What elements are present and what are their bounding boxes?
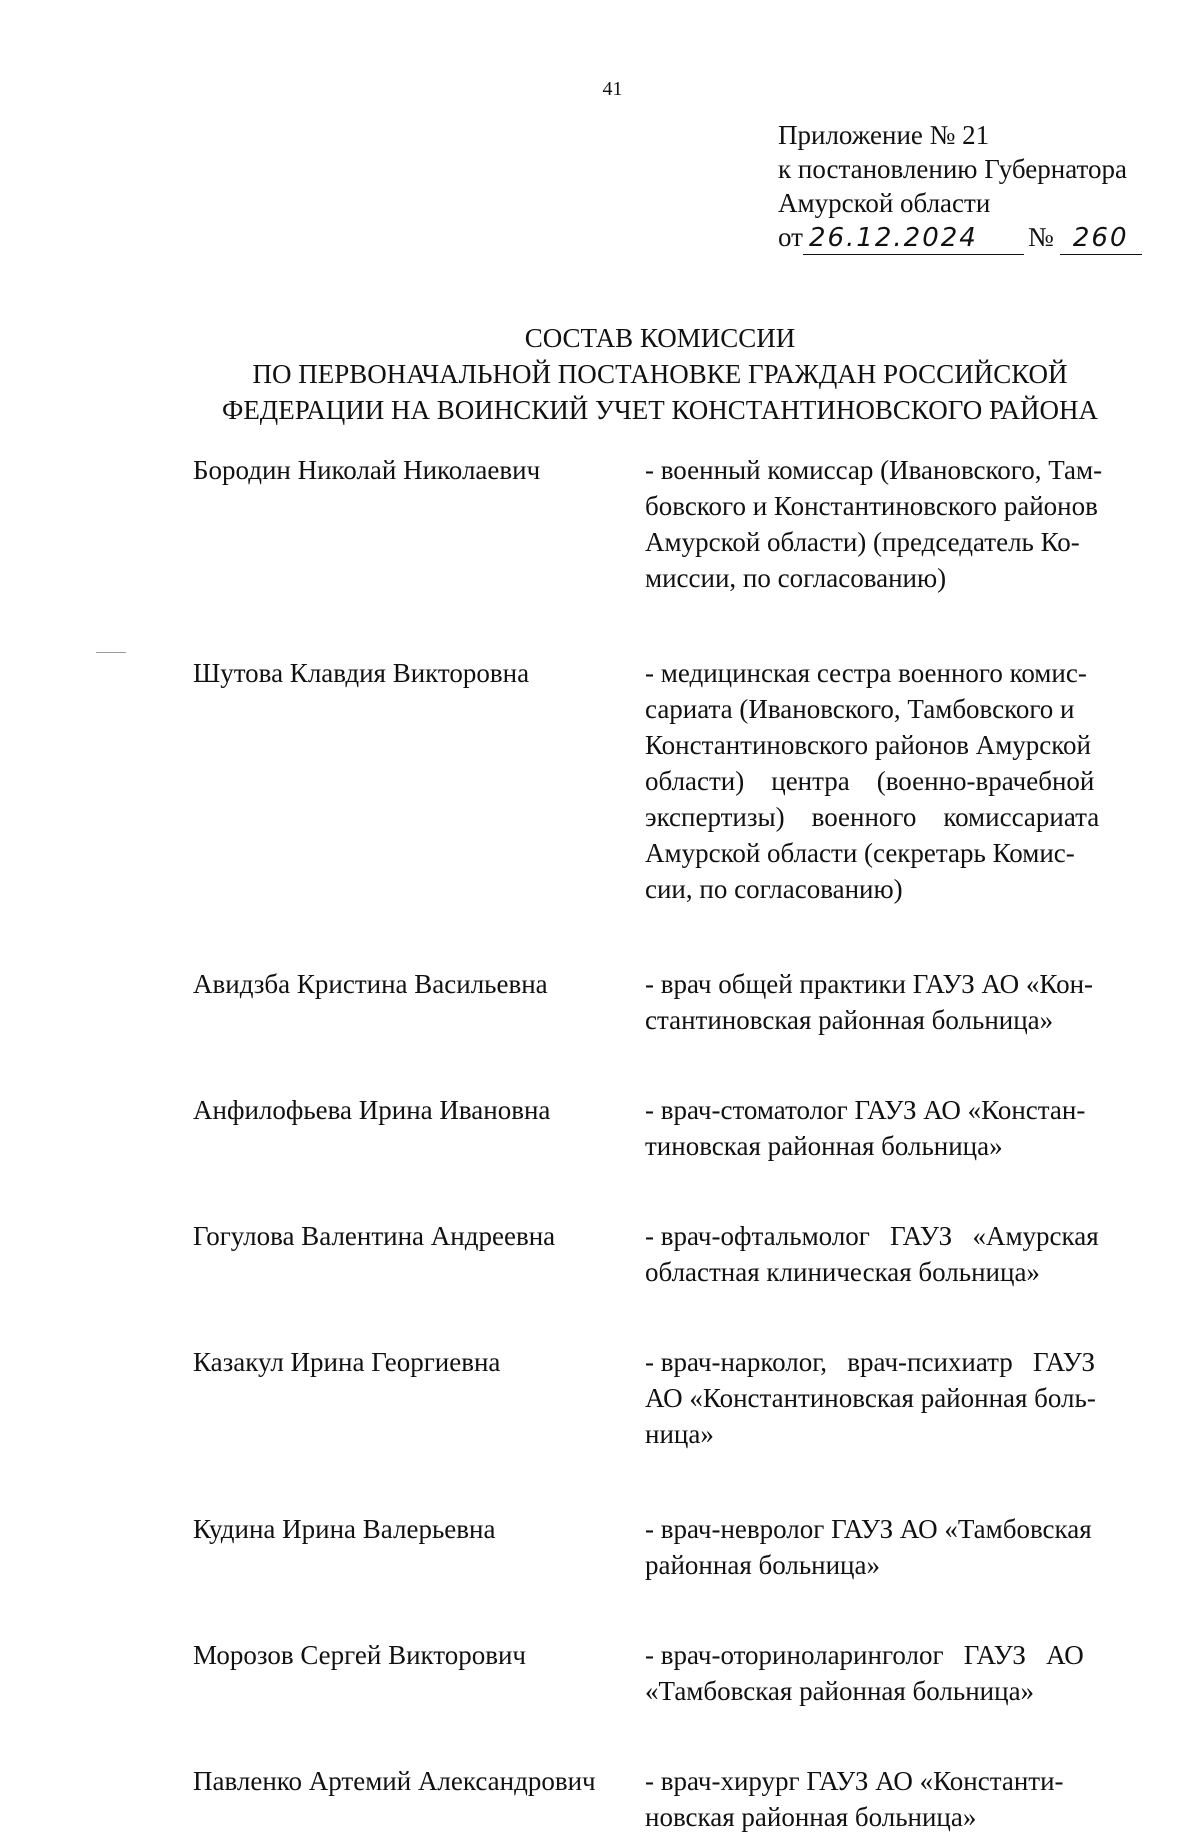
member-row	[193, 1511, 1143, 1583]
member-role-line: - врач-офтальмолог ГАУЗ «Амурская	[645, 1221, 1099, 1251]
member-role-line: миссии, по согласованию)	[645, 563, 947, 593]
member-role-line: сии, по согласованию)	[645, 874, 903, 904]
member-name: Бородин Николай Николаевич	[193, 455, 541, 485]
appendix-line-3: Амурской области	[778, 188, 991, 218]
member-name: Кудина Ирина Валерьевна	[193, 1514, 496, 1544]
title-line-1: СОСТАВ КОМИССИИ	[524, 323, 796, 353]
member-role-line: стантиновская районная больница»	[645, 1005, 1054, 1035]
member-role-line: области) центра (военно-врачебной	[645, 766, 1095, 796]
member-role	[645, 1637, 1141, 1709]
handwritten-date: 26.12.2024	[803, 222, 1024, 255]
appendix-date-line	[778, 220, 1142, 255]
member-role-line: - врач-оториноларинголог ГАУЗ АО	[645, 1640, 1084, 1670]
member-role-line: бовского и Константиновского районов	[645, 491, 1098, 521]
member-role-line: - врач-стоматолог ГАУЗ АО «Констан-	[645, 1095, 1086, 1125]
member-role	[645, 452, 1141, 596]
member-row	[193, 966, 1143, 1038]
members-list	[193, 452, 1143, 1835]
member-row	[193, 1092, 1143, 1164]
member-role-line: - врач-нарколог, врач-психиатр ГАУЗ	[645, 1347, 1096, 1377]
member-role-line: экспертизы) военного комиссариата	[645, 802, 1100, 832]
member-role	[645, 1344, 1141, 1452]
title-line-3: ФЕДЕРАЦИИ НА ВОИНСКИЙ УЧЕТ КОНСТАНТИНОВСКОГО РАЙОНА	[221, 395, 1099, 425]
document-title	[180, 320, 1140, 428]
member-role-line: Амурской области) (председатель Ко-	[645, 527, 1080, 557]
title-line-2: ПО ПЕРВОНАЧАЛЬНОЙ ПОСТАНОВКЕ ГРАЖДАН РОССИЙСКОЙ	[252, 359, 1068, 389]
member-name: Павленко Артемий Александрович	[193, 1766, 596, 1796]
member-role-line: районная больница»	[645, 1550, 880, 1580]
member-role-line: - врач-хирург ГАУЗ АО «Константи-	[645, 1766, 1064, 1796]
number-label: №	[1027, 222, 1054, 252]
member-role-line: новская районная больница»	[645, 1802, 977, 1832]
appendix-line-1: Приложение № 21	[778, 120, 990, 150]
appendix-line-2: к постановлению Губернатора	[778, 154, 1127, 184]
member-name: Авидзба Кристина Васильевна	[193, 969, 548, 999]
member-role-line: Амурской области (секретарь Комис-	[645, 838, 1075, 868]
member-role-line: - военный комиссар (Ивановского, Там-	[645, 455, 1103, 485]
member-role-line: - врач-невролог ГАУЗ АО «Тамбовская	[645, 1514, 1092, 1544]
member-role-line: областная клиническая больница»	[645, 1257, 1040, 1287]
member-role	[645, 1763, 1141, 1835]
member-row	[193, 1344, 1143, 1452]
member-role	[645, 1092, 1141, 1164]
member-role-line: АО «Константиновская районная боль-	[645, 1383, 1096, 1413]
member-role-line: «Тамбовская районная больница»	[645, 1676, 1035, 1706]
member-role-line: тиновская районная больница»	[645, 1131, 1003, 1161]
member-row	[193, 1637, 1143, 1709]
member-role	[645, 655, 1141, 907]
margin-mark	[96, 652, 126, 653]
member-role-line: - врач общей практики ГАУЗ АО «Кон-	[645, 969, 1094, 999]
member-row	[193, 452, 1143, 596]
page-number: 41	[602, 78, 623, 100]
member-role	[645, 1511, 1141, 1583]
member-row	[193, 1763, 1143, 1835]
member-role-line: сариата (Ивановского, Тамбовского и	[645, 694, 1075, 724]
member-row	[193, 655, 1143, 907]
member-name: Шутова Клавдия Викторовна	[193, 658, 530, 688]
handwritten-number: 260	[1060, 222, 1142, 255]
member-row	[193, 1218, 1143, 1290]
appendix-header	[778, 118, 1142, 255]
from-label: от	[778, 222, 803, 252]
member-role-line: ница»	[645, 1419, 714, 1449]
member-name: Казакул Ирина Георгиевна	[193, 1347, 501, 1377]
member-role	[645, 966, 1141, 1038]
member-name: Анфилофьева Ирина Ивановна	[193, 1095, 551, 1125]
member-role	[645, 1218, 1141, 1290]
member-role-line: Константиновского районов Амурской	[645, 730, 1091, 760]
member-name: Гогулова Валентина Андреевна	[193, 1221, 556, 1251]
member-role-line: - медицинская сестра военного комис-	[645, 658, 1087, 688]
member-name: Морозов Сергей Викторович	[193, 1640, 527, 1670]
